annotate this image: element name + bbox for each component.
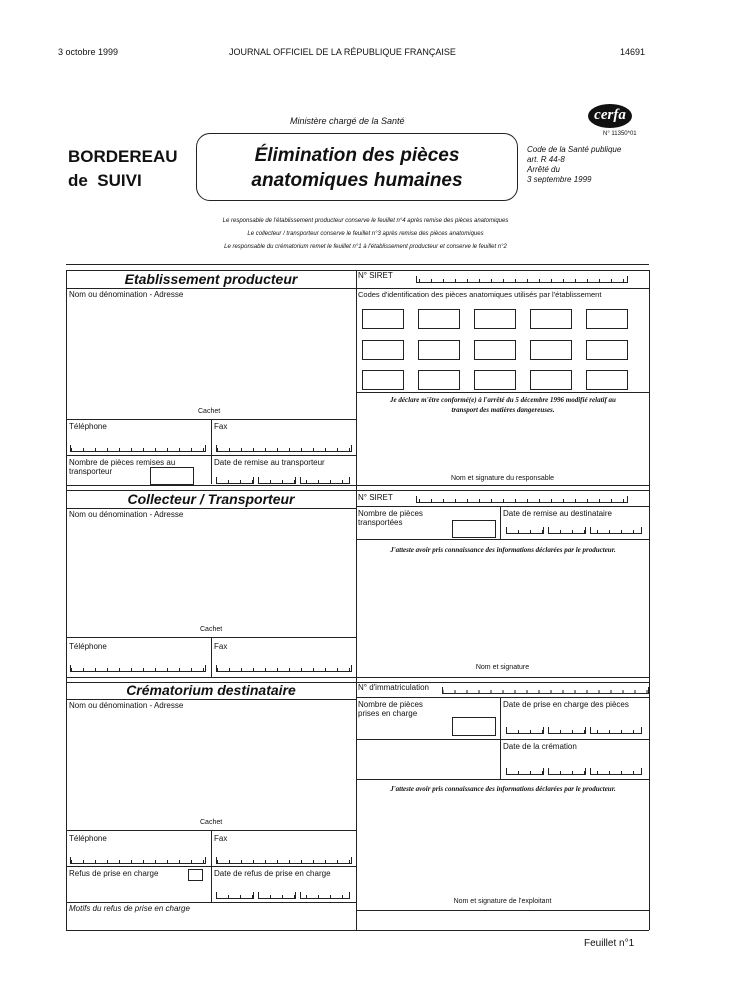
producteur-signature: Nom et signature du responsable [450,475,555,482]
transporteur-name-label: Nom ou dénomination - Adresse [69,510,184,519]
instruction-1: Le responsable de l'établissement producteur conserve le feuillet n°4 après remise des pièces anatomiques [222,218,509,224]
transporteur-pieces-label [358,509,423,527]
cremation-year-field[interactable] [590,768,642,775]
crematorium-immat-field[interactable] [442,687,649,694]
transporteur-remise-label: Date de remise au destinataire [503,509,612,518]
crematorium-refus-date-label: Date de refus de prise en charge [214,869,331,878]
transporteur-attestation: J'atteste avoir pris connaissance des informations déclarées par le producteur. [390,546,616,554]
producteur-title: Etablissement producteur [124,271,298,287]
dest-remise-month-field[interactable] [548,527,586,534]
footer-feuillet: Feuillet n°1 [584,938,635,949]
cerfa-logo: cerfa [588,104,632,128]
form-title-box [196,133,518,201]
code-box[interactable] [586,340,628,360]
legal-ref-line3: Arrêté du [527,165,560,174]
transporteur-phone-label: Téléphone [69,642,107,651]
producteur-codes-label: Codes d'identification des pièces anatomiques utilisés par l'établissement [358,290,602,299]
crematorium-phone-field[interactable] [70,857,206,864]
code-box[interactable] [362,340,404,360]
producteur-siret-label: N° SIRET [358,271,393,280]
transporteur-pieces-field[interactable] [452,520,496,538]
producteur-siret-field[interactable] [416,276,628,283]
crematorium-pieces-label-1: Nombre de pièces [358,700,423,709]
crematorium-motifs-label: Motifs du refus de prise en charge [69,904,190,913]
crematorium-title: Crématorium destinataire [126,682,296,698]
legal-ref-line2: art. R 44-8 [527,155,565,164]
remise-day-field[interactable] [216,477,254,484]
crematorium-fax-field[interactable] [216,857,352,864]
code-box[interactable] [474,309,516,329]
transporteur-siret-label: N° SIRET [358,493,393,502]
refus-checkbox[interactable] [188,869,203,881]
crematorium-pieces-label-2: prises en charge [358,709,418,718]
ministry: Ministère chargé de la Santé [290,116,405,126]
code-box[interactable] [418,309,460,329]
cerfa-number: N° 11350*01 [603,131,637,137]
code-box[interactable] [362,370,404,390]
instruction-2: Le collecteur / transporteur conserve le feuillet n°3 après remise des pièces anatomiques [247,231,484,237]
cremation-day-field[interactable] [506,768,544,775]
form-title-line2: anatomiques humaines [251,170,463,191]
dest-remise-year-field[interactable] [590,527,642,534]
transporteur-phone-field[interactable] [70,665,206,672]
crematorium-phone-label: Téléphone [69,834,107,843]
crematorium-signature: Nom et signature de l'exploitant [453,898,552,905]
producteur-pieces-field[interactable] [150,467,194,485]
crematorium-fax-label: Fax [214,834,228,843]
producteur-phone-field[interactable] [70,445,206,452]
remise-year-field[interactable] [300,477,350,484]
transporteur-fax-label: Fax [214,642,228,651]
code-box[interactable] [474,370,516,390]
code-box[interactable] [530,309,572,329]
header-journal: JOURNAL OFFICIEL DE LA RÉPUBLIQUE FRANÇAISE [229,47,456,57]
crematorium-cremation-label: Date de la crémation [503,742,577,751]
transporteur-cachet: Cachet [200,626,223,633]
transporteur-signature: Nom et signature [475,664,530,671]
producteur-pieces-label-1: Nombre de pièces remises au [69,458,176,467]
code-box[interactable] [586,309,628,329]
refus-month-field[interactable] [258,892,296,899]
crematorium-pieces-label [358,700,423,718]
legal-ref-line1: Code de la Santé publique [527,145,622,154]
producteur-fax-label: Fax [214,422,228,431]
transporteur-title: Collecteur / Transporteur [127,491,295,507]
legal-ref-line4: 3 septembre 1999 [527,175,592,184]
header-page-number: 14691 [620,47,646,57]
code-box[interactable] [362,309,404,329]
refus-day-field[interactable] [216,892,254,899]
producteur-fax-field[interactable] [216,445,352,452]
crematorium-pieces-field[interactable] [452,717,496,736]
dest-remise-day-field[interactable] [506,527,544,534]
producteur-phone-label: Téléphone [69,422,107,431]
form-left-title-2: de SUIVI [68,171,142,190]
refus-year-field[interactable] [300,892,350,899]
header-date: 3 octobre 1999 [58,47,119,57]
code-box[interactable] [530,370,572,390]
transporteur-fax-field[interactable] [216,665,352,672]
producteur-pieces-label-2: transporteur [69,467,113,476]
cremation-month-field[interactable] [548,768,586,775]
form-title-line1: Élimination des pièces [254,145,460,166]
code-box[interactable] [474,340,516,360]
producteur-cachet: Cachet [198,408,221,415]
remise-month-field[interactable] [258,477,296,484]
producteur-declaration [358,395,648,415]
legal-ref [527,145,621,185]
producteur-name-label: Nom ou dénomination - Adresse [69,290,184,299]
producteur-remise-label: Date de remise au transporteur [214,458,325,467]
transporteur-siret-field[interactable] [416,496,628,503]
crematorium-cachet: Cachet [200,819,223,826]
producteur-declaration-2: transport des matières dangereuses. [451,406,555,414]
crematorium-name-label: Nom ou dénomination - Adresse [69,701,184,710]
crematorium-attestation: J'atteste avoir pris connaissance des informations déclarées par le producteur. [390,785,616,793]
transporteur-pieces-label-2: transportées [358,518,403,527]
crematorium-immat-label: N° d'immatriculation [358,683,429,692]
prise-year-field[interactable] [590,727,642,734]
code-box[interactable] [530,340,572,360]
code-box[interactable] [586,370,628,390]
transporteur-pieces-label-1: Nombre de pièces [358,509,423,518]
code-box[interactable] [418,340,460,360]
prise-day-field[interactable] [506,727,544,734]
crematorium-refus-label: Refus de prise en charge [69,869,159,878]
prise-month-field[interactable] [548,727,586,734]
producteur-declaration-1: Je déclare m'être conformé(e) à l'arrêté du 5 décembre 1996 modifié relatif au [390,396,616,404]
crematorium-prise-label: Date de prise en charge des pièces [503,700,629,709]
code-box[interactable] [418,370,460,390]
form-left-title-1: BORDEREAU [68,147,178,166]
instruction-3: Le responsable du crématorium remet le feuillet n°1 à l'établissement producteur et conserve le feuillet n°2 [224,244,507,250]
